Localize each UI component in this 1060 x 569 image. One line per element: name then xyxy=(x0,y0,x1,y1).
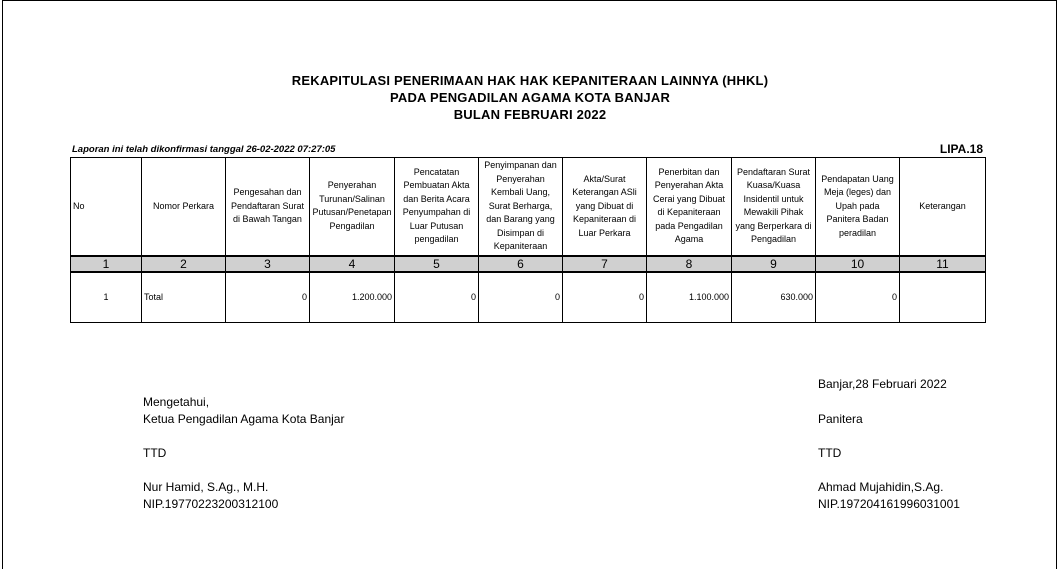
left-signature-nip: NIP.19770223200312100 xyxy=(143,497,279,511)
cell-no: 1 xyxy=(71,272,142,323)
right-signature-nip: NIP.197204161996031001 xyxy=(818,497,960,511)
table-row xyxy=(71,272,986,323)
column-number: 7 xyxy=(563,256,647,272)
column-header: Pencatatan Pembuatan Akta dan Berita Acara Penyumpahan di Luar Putusan pengadilan xyxy=(395,158,479,256)
column-header: Penerbitan dan Penyerahan Akta Cerai yang Dibuat di Kepaniteraan pada Pengadilan Agama xyxy=(647,158,732,256)
cell-leges: 0 xyxy=(816,272,900,323)
column-number: 3 xyxy=(226,256,310,272)
column-number-row xyxy=(71,256,986,272)
column-number: 9 xyxy=(732,256,816,272)
report-subtitle-court: PADA PENGADILAN AGAMA KOTA BANJAR xyxy=(389,90,671,105)
report-subtitle-period: BULAN FEBRUARI 2022 xyxy=(453,107,607,122)
left-signature-name: Nur Hamid, S.Ag., M.H. xyxy=(143,480,269,494)
column-header: Akta/Surat Keterangan ASli yang Dibuat di Kepaniteraan di Luar Perkara xyxy=(563,158,647,256)
cell-penyerahan-salinan: 1.200.000 xyxy=(310,272,395,323)
column-header: Pengesahan dan Pendaftaran Surat di Bawah Tangan xyxy=(226,158,310,256)
confirmation-note: Laporan ini telah dikonfirmasi tanggal 26-02-2022 07:27:05 xyxy=(72,144,336,155)
column-header: Pendapatan Uang Meja (leges) dan Upah pada Panitera Badan peradilan xyxy=(816,158,900,256)
report-table xyxy=(70,157,986,323)
column-header: Pendaftaran Surat Kuasa/Kuasa Insidentil untuk Mewakili Pihak yang Berperkara di Pengadilan xyxy=(732,158,816,256)
column-header: Keterangan xyxy=(900,158,986,256)
right-signature-ttd: TTD xyxy=(818,446,842,460)
column-header: Penyimpanan dan Penyerahan Kembali Uang, Surat Berharga, dan Barang yang Disimpan di Kepaniteraan xyxy=(479,158,563,256)
report-title: REKAPITULASI PENERIMAAN HAK HAK KEPANITERAAN LAINNYA (HHKL) xyxy=(291,73,769,88)
right-signature-position: Panitera xyxy=(818,412,863,426)
column-header: No xyxy=(71,158,142,256)
column-number: 6 xyxy=(479,256,563,272)
cell-pengesahan: 0 xyxy=(226,272,310,323)
column-header: Nomor Perkara xyxy=(142,158,226,256)
right-signature-place-date: Banjar,28 Februari 2022 xyxy=(818,377,947,391)
cell-akta-surat: 0 xyxy=(563,272,647,323)
column-number: 4 xyxy=(310,256,395,272)
column-number: 8 xyxy=(647,256,732,272)
form-code: LIPA.18 xyxy=(939,142,983,156)
cell-pencatatan-akta: 0 xyxy=(395,272,479,323)
cell-nomor-perkara: Total xyxy=(142,272,226,323)
right-signature-name: Ahmad Mujahidin,S.Ag. xyxy=(818,480,944,494)
column-number: 2 xyxy=(142,256,226,272)
left-signature-label: Mengetahui, xyxy=(143,395,210,409)
column-number: 10 xyxy=(816,256,900,272)
left-signature-position: Ketua Pengadilan Agama Kota Banjar xyxy=(143,412,345,426)
cell-penyimpanan: 0 xyxy=(479,272,563,323)
column-number: 11 xyxy=(900,256,986,272)
cell-surat-kuasa: 630.000 xyxy=(732,272,816,323)
cell-akta-cerai: 1.100.000 xyxy=(647,272,732,323)
column-header: Penyerahan Turunan/Salinan Putusan/Penetapan Pengadilan xyxy=(310,158,395,256)
table-header-row xyxy=(71,158,986,256)
column-number: 1 xyxy=(71,256,142,272)
cell-keterangan xyxy=(900,272,986,323)
column-number: 5 xyxy=(395,256,479,272)
left-signature-ttd: TTD xyxy=(143,446,167,460)
